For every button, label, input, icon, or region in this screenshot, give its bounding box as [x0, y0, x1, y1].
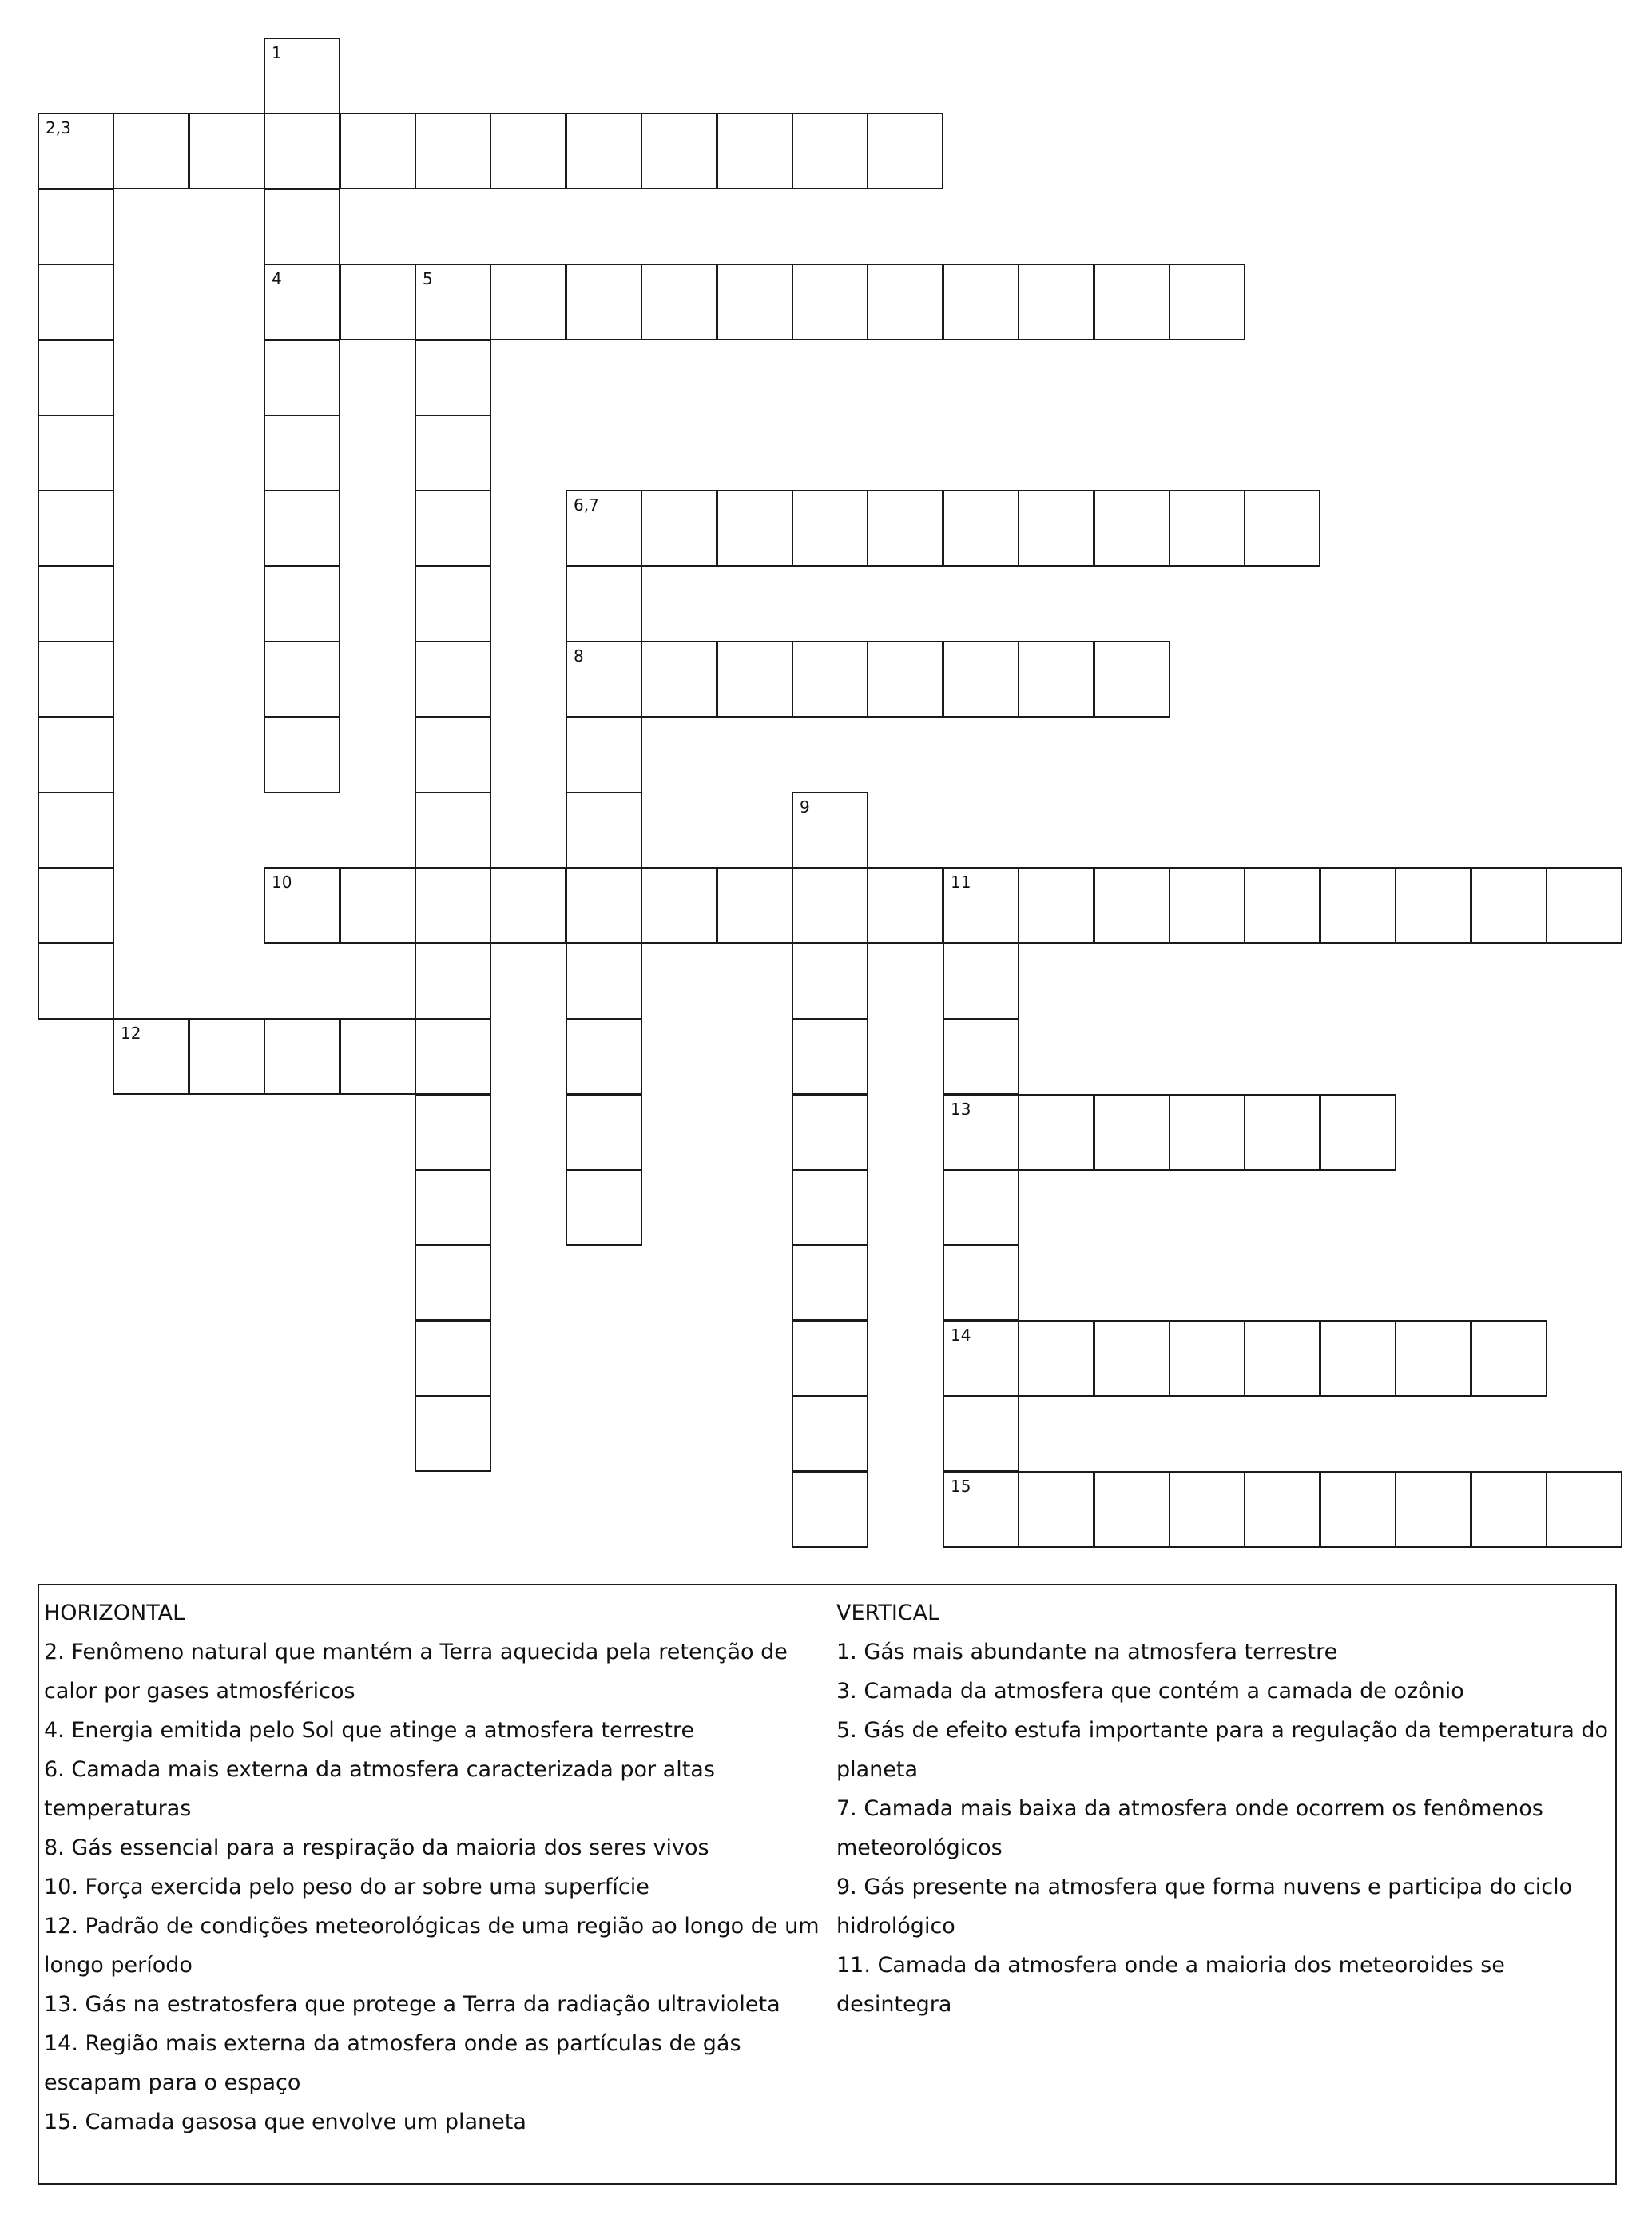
crossword-cell[interactable]: [1169, 490, 1245, 567]
clue-h-15: 15. Camada gasosa que envolve um planeta: [44, 2110, 526, 2134]
crossword-cell[interactable]: [1094, 1094, 1170, 1171]
crossword-cell[interactable]: [792, 490, 868, 567]
clue-h-10: 10. Força exercida pelo peso do ar sobre uma superfície: [44, 1875, 649, 1899]
crossword-cell[interactable]: [189, 1018, 265, 1095]
crossword-cell[interactable]: [1018, 264, 1094, 340]
crossword-cell[interactable]: [264, 641, 340, 718]
crossword-cell[interactable]: [1244, 1320, 1320, 1397]
horizontal-heading: HORIZONTAL: [44, 1601, 185, 1625]
crossword-cell[interactable]: [566, 1018, 642, 1095]
crossword-cell[interactable]: [867, 641, 943, 718]
crossword-cell[interactable]: [1320, 1471, 1396, 1548]
crossword-cell[interactable]: [415, 490, 491, 567]
crossword-cell[interactable]: [340, 113, 416, 189]
clue-number: 14: [951, 1326, 971, 1345]
clue-number: 6,7: [574, 495, 599, 515]
crossword-cell[interactable]: [717, 264, 793, 340]
crossword-cell[interactable]: [1320, 867, 1396, 944]
crossword-cell[interactable]: [1244, 1471, 1320, 1548]
crossword-cell[interactable]: [1546, 867, 1622, 944]
crossword-cell[interactable]: [415, 943, 491, 1020]
clues-box: [38, 1584, 1617, 2185]
crossword-cell[interactable]: [415, 566, 491, 642]
crossword-cell[interactable]: [717, 867, 793, 944]
crossword-cell[interactable]: [792, 1395, 868, 1472]
crossword-cell[interactable]: [38, 792, 114, 869]
crossword-cell[interactable]: [792, 1244, 868, 1321]
crossword-cell[interactable]: [1244, 867, 1320, 944]
crossword-cell[interactable]: [415, 792, 491, 869]
crossword-cell[interactable]: [641, 641, 717, 718]
clue-number: 13: [951, 1100, 971, 1119]
horizontal-clues: [44, 1593, 827, 2141]
crossword-cell[interactable]: [566, 641, 642, 718]
crossword-cell[interactable]: [340, 264, 416, 340]
crossword-cell[interactable]: [1546, 1471, 1622, 1548]
crossword-cell[interactable]: [717, 113, 793, 189]
crossword-cell[interactable]: [415, 1018, 491, 1095]
clue-v-9: 9. Gás presente na atmosfera que forma nuvens e participa do ciclo hidrológico: [836, 1875, 1573, 1939]
crossword-cell[interactable]: [415, 641, 491, 718]
crossword-cell[interactable]: [415, 113, 491, 189]
crossword-cell[interactable]: [264, 340, 340, 416]
crossword-cell[interactable]: [943, 1169, 1019, 1246]
clue-h-8: 8. Gás essencial para a respiração da maioria dos seres vivos: [44, 1835, 709, 1860]
vertical-heading: VERTICAL: [836, 1601, 940, 1625]
crossword-cell[interactable]: [867, 264, 943, 340]
crossword-cell[interactable]: [490, 264, 566, 340]
clue-number: 8: [574, 646, 584, 666]
crossword-cell[interactable]: [264, 566, 340, 642]
crossword-cell[interactable]: [1018, 1320, 1094, 1397]
crossword-cell[interactable]: [38, 113, 114, 189]
crossword-cell[interactable]: [717, 490, 793, 567]
crossword-cell[interactable]: [340, 867, 416, 944]
crossword-cell[interactable]: [566, 792, 642, 869]
crossword-cell[interactable]: [792, 1471, 868, 1548]
crossword-cell[interactable]: [1018, 1471, 1094, 1548]
crossword-cell[interactable]: [264, 38, 340, 114]
crossword-cell[interactable]: [1018, 1094, 1094, 1171]
crossword-cell[interactable]: [566, 867, 642, 944]
clue-h-14: 14. Região mais externa da atmosfera onde as partículas de gás escapam para o espaço: [44, 2031, 741, 2095]
clue-number: 5: [423, 269, 433, 288]
crossword-cell[interactable]: [38, 641, 114, 718]
crossword-cell[interactable]: [1094, 641, 1170, 718]
crossword-cell[interactable]: [943, 1244, 1019, 1321]
crossword-cell[interactable]: [264, 1018, 340, 1095]
crossword-cell[interactable]: [943, 1018, 1019, 1095]
crossword-cell[interactable]: [189, 113, 265, 189]
crossword-cell[interactable]: [264, 490, 340, 567]
crossword-cell[interactable]: [1094, 264, 1170, 340]
clue-h-6: 6. Camada mais externa da atmosfera caracterizada por altas temperaturas: [44, 1757, 715, 1821]
crossword-cell[interactable]: [641, 490, 717, 567]
crossword-cell[interactable]: [415, 717, 491, 793]
clue-number: 15: [951, 1477, 971, 1496]
crossword-cell[interactable]: [264, 264, 340, 340]
crossword-cell[interactable]: [415, 1320, 491, 1397]
crossword-cell[interactable]: [1471, 1320, 1547, 1397]
crossword-cell[interactable]: [415, 264, 491, 340]
crossword-cell[interactable]: [943, 641, 1019, 718]
crossword-cell[interactable]: [1018, 641, 1094, 718]
clue-number: 12: [121, 1024, 141, 1043]
crossword-cell[interactable]: [943, 490, 1019, 567]
crossword-cell[interactable]: [264, 867, 340, 944]
crossword-cell[interactable]: [38, 717, 114, 793]
crossword-cell[interactable]: [867, 867, 943, 944]
crossword-cell[interactable]: [1094, 867, 1170, 944]
crossword-cell[interactable]: [792, 792, 868, 869]
clue-h-13: 13. Gás na estratosfera que protege a Terra da radiação ultravioleta: [44, 1992, 780, 2017]
crossword-cell[interactable]: [1169, 264, 1245, 340]
clue-v-3: 3. Camada da atmosfera que contém a camada de ozônio: [836, 1679, 1464, 1704]
crossword-cell[interactable]: [566, 113, 642, 189]
crossword-cell[interactable]: [943, 1320, 1019, 1397]
crossword-cell[interactable]: [38, 264, 114, 340]
crossword-cell[interactable]: [1169, 1094, 1245, 1171]
clue-v-5: 5. Gás de efeito estufa importante para a regulação da temperatura do planeta: [836, 1718, 1609, 1782]
crossword-cell[interactable]: [792, 1018, 868, 1095]
crossword-cell[interactable]: [1471, 1471, 1547, 1548]
crossword-cell[interactable]: [113, 1018, 189, 1095]
clue-h-12: 12. Padrão de condições meteorológicas de uma região ao longo de um longo período: [44, 1914, 820, 1978]
crossword-cell[interactable]: [1395, 1320, 1471, 1397]
crossword-cell[interactable]: [566, 1169, 642, 1246]
crossword-cell[interactable]: [113, 113, 189, 189]
crossword-cell[interactable]: [1244, 1094, 1320, 1171]
crossword-cell[interactable]: [490, 867, 566, 944]
crossword-cell[interactable]: [867, 113, 943, 189]
crossword-cell[interactable]: [566, 490, 642, 567]
clue-number: 1: [272, 43, 282, 62]
crossword-cell[interactable]: [792, 641, 868, 718]
crossword-cell[interactable]: [415, 1094, 491, 1171]
crossword-cell[interactable]: [943, 1471, 1019, 1548]
crossword-cell[interactable]: [264, 415, 340, 491]
crossword-cell[interactable]: [1018, 490, 1094, 567]
crossword-cell[interactable]: [566, 943, 642, 1020]
crossword-cell[interactable]: [38, 867, 114, 944]
crossword-cell[interactable]: [1094, 1320, 1170, 1397]
crossword-cell[interactable]: [792, 1169, 868, 1246]
crossword-cell[interactable]: [340, 1018, 416, 1095]
crossword-cell[interactable]: [415, 1169, 491, 1246]
crossword-cell[interactable]: [641, 867, 717, 944]
crossword-cell[interactable]: [943, 1094, 1019, 1171]
crossword-cell[interactable]: [38, 490, 114, 567]
crossword-cell[interactable]: [38, 943, 114, 1020]
crossword-cell[interactable]: [792, 1094, 868, 1171]
crossword-cell[interactable]: [1320, 1320, 1396, 1397]
crossword-cell[interactable]: [1169, 1320, 1245, 1397]
crossword-cell[interactable]: [1395, 1471, 1471, 1548]
crossword-cell[interactable]: [943, 1395, 1019, 1472]
vertical-clues: [836, 1593, 1611, 2024]
clue-v-1: 1. Gás mais abundante na atmosfera terrestre: [836, 1640, 1338, 1664]
crossword-cell[interactable]: [566, 566, 642, 642]
clue-v-7: 7. Camada mais baixa da atmosfera onde ocorrem os fenômenos meteorológicos: [836, 1796, 1543, 1860]
crossword-cell[interactable]: [943, 867, 1019, 944]
crossword-cell[interactable]: [943, 264, 1019, 340]
crossword-cell[interactable]: [566, 717, 642, 793]
crossword-cell[interactable]: [38, 340, 114, 416]
clue-number: 2,3: [46, 118, 71, 137]
clue-number: 11: [951, 873, 971, 892]
crossword-cell[interactable]: [1244, 490, 1320, 567]
crossword-cell[interactable]: [1395, 867, 1471, 944]
crossword-cell[interactable]: [792, 867, 868, 944]
crossword-cell[interactable]: [415, 867, 491, 944]
crossword-cell[interactable]: [1018, 867, 1094, 944]
crossword-cell[interactable]: [566, 264, 642, 340]
clue-v-11: 11. Camada da atmosfera onde a maioria dos meteoroides se desintegra: [836, 1953, 1505, 2017]
crossword-cell[interactable]: [641, 264, 717, 340]
crossword-cell[interactable]: [264, 189, 340, 265]
crossword-cell[interactable]: [264, 113, 340, 189]
crossword-cell[interactable]: [1094, 490, 1170, 567]
clue-h-2: 2. Fenômeno natural que mantém a Terra aquecida pela retenção de calor por gases atmosféricos: [44, 1640, 788, 1704]
crossword-cell[interactable]: [415, 1395, 491, 1472]
crossword-cell[interactable]: [792, 943, 868, 1020]
crossword-cell[interactable]: [415, 415, 491, 491]
crossword-cell[interactable]: [38, 415, 114, 491]
crossword-cell[interactable]: [490, 113, 566, 189]
crossword-cell[interactable]: [792, 1320, 868, 1397]
crossword-cell[interactable]: [1169, 1471, 1245, 1548]
crossword-cell[interactable]: [641, 113, 717, 189]
clue-h-4: 4. Energia emitida pelo Sol que atinge a atmosfera terrestre: [44, 1718, 695, 1743]
crossword-cell[interactable]: [264, 717, 340, 793]
crossword-cell[interactable]: [943, 943, 1019, 1020]
crossword-cell[interactable]: [38, 189, 114, 265]
crossword-cell[interactable]: [792, 113, 868, 189]
crossword-cell[interactable]: [1169, 867, 1245, 944]
crossword-cell[interactable]: [717, 641, 793, 718]
crossword-cell[interactable]: [867, 490, 943, 567]
crossword-cell[interactable]: [415, 1244, 491, 1321]
crossword-cell[interactable]: [38, 566, 114, 642]
clue-number: 9: [800, 797, 810, 817]
clue-number: 10: [272, 873, 292, 892]
crossword-cell[interactable]: [1094, 1471, 1170, 1548]
crossword-cell[interactable]: [415, 340, 491, 416]
crossword-cell[interactable]: [566, 1094, 642, 1171]
crossword-cell[interactable]: [792, 264, 868, 340]
crossword-cell[interactable]: [1471, 867, 1547, 944]
crossword-cell[interactable]: [1320, 1094, 1396, 1171]
clue-number: 4: [272, 269, 282, 288]
